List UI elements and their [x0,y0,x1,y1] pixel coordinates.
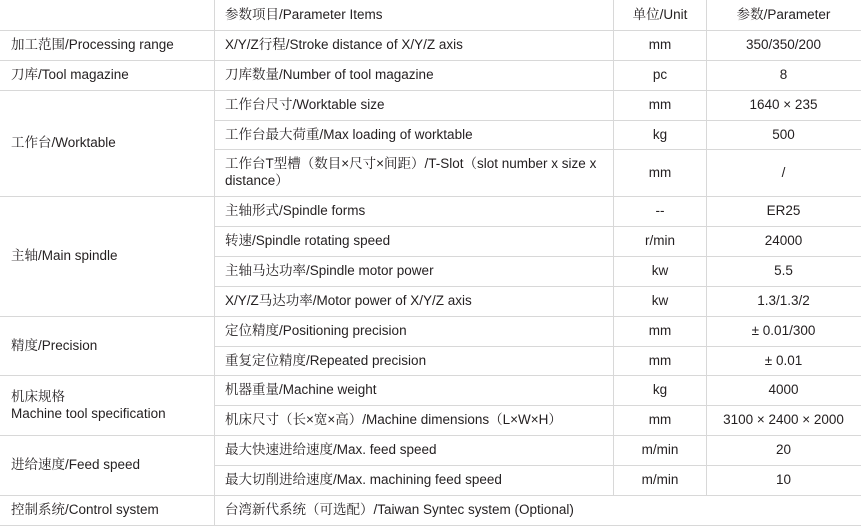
parameter-item-cell: 工作台最大荷重/Max loading of worktable [215,120,614,150]
unit-cell: mm [614,346,707,376]
table-row [1,495,861,525]
parameter-item-cell: 重复定位精度/Repeated precision [215,346,614,376]
group-cell: 控制系统/Control system [1,495,215,525]
parameter-value-cell: 1640 × 235 [707,90,861,120]
parameter-value-cell: 10 [707,466,861,496]
unit-cell: kw [614,256,707,286]
parameter-value-cell: 5.5 [707,256,861,286]
parameter-item-cell: 机床尺寸（长×宽×高）/Machine dimensions（L×W×H） [215,406,614,436]
parameter-item-cell: X/Y/Z马达功率/Motor power of X/Y/Z axis [215,286,614,316]
group-cell: 精度/Precision [1,316,215,376]
parameter-item-cell: 定位精度/Positioning precision [215,316,614,346]
unit-cell: kg [614,120,707,150]
unit-cell: r/min [614,227,707,257]
table-row [1,316,861,346]
unit-cell: kw [614,286,707,316]
parameter-item-cell: 工作台尺寸/Worktable size [215,90,614,120]
group-cell: 进给速度/Feed speed [1,436,215,496]
table-row [1,436,861,466]
unit-cell: mm [614,406,707,436]
unit-cell: m/min [614,466,707,496]
table-row [1,376,861,406]
parameter-item-cell: 主轴形式/Spindle forms [215,197,614,227]
parameter-item-cell: X/Y/Z行程/Stroke distance of X/Y/Z axis [215,30,614,60]
header-cell-unit: 单位/Unit [614,1,707,31]
parameter-value-cell: ER25 [707,197,861,227]
group-cell: 刀库/Tool magazine [1,60,215,90]
table-row [1,90,861,120]
parameter-value-cell: ± 0.01 [707,346,861,376]
unit-cell: pc [614,60,707,90]
parameter-value-cell: 24000 [707,227,861,257]
unit-cell: -- [614,197,707,227]
unit-cell: mm [614,90,707,120]
header-cell-parameter: 参数/Parameter [707,1,861,31]
table-row [1,60,861,90]
parameter-item-cell: 工作台T型槽（数目×尺寸×间距）/T-Slot（slot number x size x distance） [215,150,614,197]
parameter-value-cell: / [707,150,861,197]
unit-cell: mm [614,316,707,346]
parameter-item-cell: 机器重量/Machine weight [215,376,614,406]
group-cell: 加工范围/Processing range [1,30,215,60]
parameter-value-cell: ± 0.01/300 [707,316,861,346]
header-cell-group [1,1,215,31]
group-cell: 机床规格 Machine tool specification [1,376,215,436]
group-cell: 工作台/Worktable [1,90,215,197]
unit-cell: kg [614,376,707,406]
parameter-item-cell: 最大快速进给速度/Max. feed speed [215,436,614,466]
table-row [1,197,861,227]
parameter-item-cell: 台湾新代系统（可选配）/Taiwan Syntec system (Optional) [215,495,861,525]
unit-cell: m/min [614,436,707,466]
parameter-value-cell: 20 [707,436,861,466]
parameter-item-cell: 最大切削进给速度/Max. machining feed speed [215,466,614,496]
group-cell: 主轴/Main spindle [1,197,215,317]
table-header-row [1,1,861,31]
unit-cell: mm [614,30,707,60]
parameter-value-cell: 8 [707,60,861,90]
parameter-value-cell: 4000 [707,376,861,406]
table-row [1,30,861,60]
parameter-item-cell: 刀库数量/Number of tool magazine [215,60,614,90]
parameter-value-cell: 500 [707,120,861,150]
parameter-item-cell: 主轴马达功率/Spindle motor power [215,256,614,286]
parameter-value-cell: 3100 × 2400 × 2000 [707,406,861,436]
parameter-item-cell: 转速/Spindle rotating speed [215,227,614,257]
parameter-value-cell: 350/350/200 [707,30,861,60]
header-cell-parameter-items: 参数项目/Parameter Items [215,1,614,31]
unit-cell: mm [614,150,707,197]
parameter-value-cell: 1.3/1.3/2 [707,286,861,316]
